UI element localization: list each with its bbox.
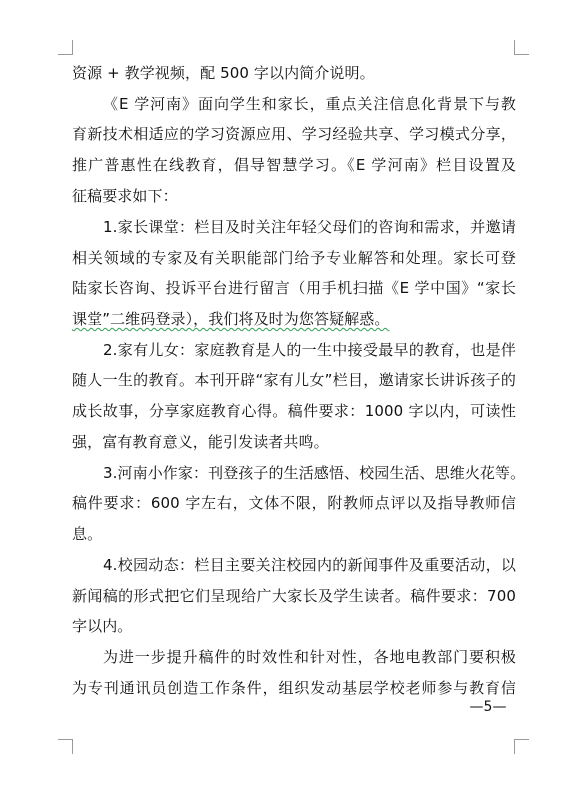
crop-mark-top-right (514, 40, 529, 55)
text-line: 《E 学河南》面向学生和家长，重点关注信息化背景下与教 (103, 95, 516, 113)
text-line-content: 课堂”二维码登录），我们将及时为您答疑解惑。 (72, 310, 390, 328)
crop-mark-bottom-left (58, 739, 73, 754)
text-line: 3.河南小作家：刊登孩子的生活感悟、校园生活、思维火花等。 (103, 464, 526, 482)
page-number: —5— (469, 699, 507, 715)
text-line: 为进一步提升稿件的时效性和针对性，各地电教部门要积极 (103, 648, 516, 666)
crop-mark-top-left (58, 40, 73, 55)
text-line: 字以内。 (72, 617, 133, 635)
text-line: 育新技术相适应的学习资源应用、学习经验共享、学习模式分享， (72, 125, 516, 143)
text-line: 征稿要求如下： (72, 187, 178, 205)
text-line: 为专刊通讯员创造工作条件，组织发动基层学校老师参与教育信 (72, 679, 516, 697)
crop-mark-bottom-right (514, 739, 529, 754)
text-line: 4.校园动态：栏目主要关注校园内的新闻事件及重要活动，以 (103, 556, 516, 574)
text-line: 1.家长课堂：栏目及时关注年轻父母们的咨询和需求，并邀请 (103, 218, 516, 236)
text-line: 息。 (72, 525, 103, 543)
text-line: 随人一生的教育。本刊开辟“家有儿女”栏目，邀请家长讲诉孩子的 (72, 371, 516, 389)
text-line: 2.家有儿女：家庭教育是人的一生中接受最早的教育，也是伴 (103, 341, 516, 359)
text-line (72, 304, 389, 334)
text-line: 陆家长咨询、投诉平台进行留言（用手机扫描《E 学中国》“家长 (72, 279, 516, 297)
text-line: 资源 + 教学视频，配 500 字以内简介说明。 (72, 64, 375, 82)
text-line: 成长故事，分享家庭教育心得。稿件要求：1000 字以内，可读性 (72, 402, 516, 420)
text-line: 推广普惠性在线教育，倡导智慧学习。《E 学河南》栏目设置及 (72, 156, 516, 174)
text-line: 相关领域的专家及有关职能部门给予专业解答和处理。家长可登 (72, 249, 516, 267)
text-line: 稿件要求：600 字左右，文体不限，附教师点评以及指导教师信 (72, 494, 516, 512)
text-line: 新闻稿的形式把它们呈现给广大家长及学生读者。稿件要求：700 (72, 587, 516, 605)
text-line: 强，富有教育意义，能引发读者共鸣。 (72, 433, 329, 451)
